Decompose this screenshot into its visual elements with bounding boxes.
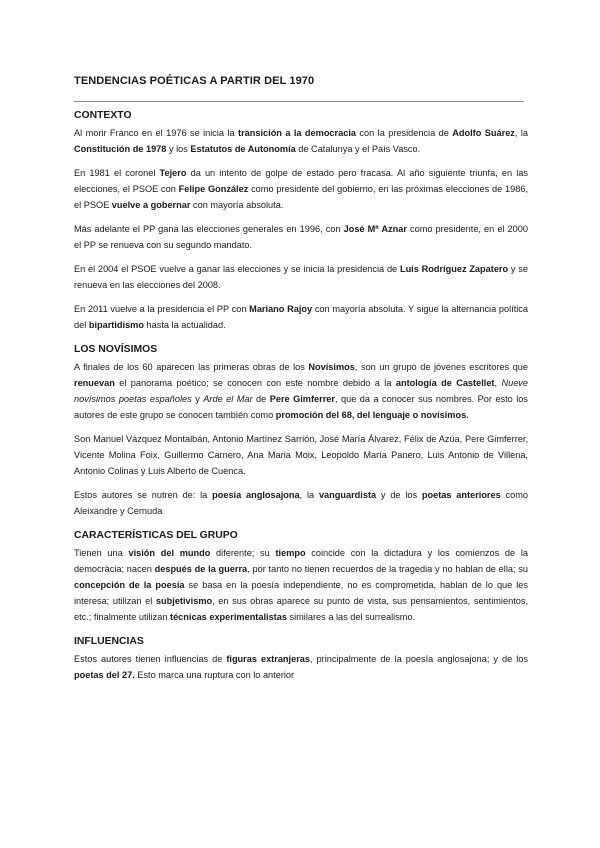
- text-run: con mayoría absoluta. Y sigue la alternancia política del: [74, 304, 528, 330]
- text-run: da un intento de golpe de estado pero fracasa. Al año siguiente triunfa, en las elecciones, el PSOE con: [74, 168, 528, 194]
- text-run: , principalmente de la poesía anglosajona; y de los: [310, 654, 528, 664]
- text-run: con la presidencia de: [356, 128, 453, 138]
- section-heading: INFLUENCIAS: [74, 636, 144, 647]
- text-run: similares a las del surrealismo.: [286, 612, 416, 622]
- section-influencias: [74, 633, 528, 683]
- text-run: , por tanto no tienen recuerdos de la tragedia y no hablan de ella; su: [247, 564, 529, 574]
- bold-text: Constitución de 1978: [74, 144, 167, 154]
- bold-text: vuelve a gobernar: [111, 200, 191, 210]
- bold-text: técnicas experimentalistas: [170, 612, 287, 622]
- text-run: el panorama poético; se conocen con este nombre debido a la: [114, 378, 396, 388]
- bold-text: concepción de la poesía: [74, 580, 185, 590]
- bold-text: poesía anglosajona: [212, 490, 300, 500]
- bold-text: Tejero: [159, 168, 187, 178]
- text-run: hasta la actualidad.: [143, 320, 226, 330]
- text-run: como presidente del gobierno, en las próximas elecciones de 1986, el PSOE: [74, 184, 528, 210]
- section-heading: CONTEXTO: [74, 110, 132, 121]
- bold-text: Adolfo Suárez: [452, 128, 515, 138]
- bold-text: poetas anteriores: [421, 490, 501, 500]
- text-run: ,: [494, 378, 502, 388]
- italic-text: Nueve novísimos poetas españoles: [74, 378, 529, 404]
- text-run: y: [191, 394, 204, 404]
- section-heading: LOS NOVÍSIMOS: [74, 344, 158, 355]
- text-run: A finales de los 60 aparecen las primeras obras de los: [74, 362, 309, 372]
- bold-text: tiempo: [275, 548, 306, 558]
- text-run: como Aleixandre y Cernuda: [74, 490, 529, 516]
- text-run: se basa en la poesía independiente, no es comprometida, hablan de lo que les interesa; utilizan el: [74, 580, 529, 606]
- text-run: Esto marca una ruptura con lo anterior: [134, 670, 295, 680]
- paragraph: [74, 165, 528, 213]
- bold-text: Felipe González: [178, 184, 249, 194]
- bold-text: figuras extranjeras: [226, 654, 310, 664]
- text-run: como presidente, en el 2000 el PP se renueva con su segundo mandato.: [74, 224, 528, 250]
- bold-text: promoción del 68, del lenguaje o novísimos.: [275, 410, 469, 420]
- bold-text: Novísimos: [308, 362, 355, 372]
- text-run: de Catalunya y el País Vasco.: [295, 144, 421, 154]
- bold-text: vanguardista: [318, 490, 377, 500]
- text-run: con mayoría absoluta.: [190, 200, 284, 210]
- paragraph: [74, 359, 528, 423]
- text-run: Estos autores se nutren de: la: [74, 490, 213, 500]
- bold-text: José Mª Aznar: [343, 224, 407, 234]
- bold-text: renuevan: [74, 378, 115, 388]
- bold-text: antología de Castellet: [395, 378, 495, 388]
- paragraph: [74, 431, 528, 479]
- text-run: , en sus obras aparece su punto de vista, sus pensamientos, sentimientos, etc.; finalmente utilizan: [74, 596, 528, 622]
- title-divider: [74, 101, 524, 102]
- bold-text: poetas del 27.: [74, 670, 135, 680]
- section-heading: CARACTERÍSTICAS DEL GRUPO: [74, 530, 238, 541]
- text-run: , la: [299, 490, 319, 500]
- bold-text: transición a la democracia: [238, 128, 357, 138]
- paragraph: [74, 651, 528, 683]
- text-run: Al morir Franco en el 1976 se inicia la: [74, 128, 239, 138]
- paragraph: [74, 125, 528, 157]
- section-los-novísimos: [74, 341, 528, 519]
- document-title: TENDENCIAS POÉTICAS A PARTIR DEL 1970: [74, 75, 315, 87]
- text-run: coincide con la dictadura y los comienzos de la democràcia; nacen: [74, 548, 529, 574]
- text-run: En 2011 vuelve a la presidencia el PP con: [74, 304, 250, 314]
- section-características-del-grupo: [74, 527, 528, 625]
- section-contexto: [74, 107, 528, 333]
- paragraph: [74, 301, 528, 333]
- text-run: En el 2004 el PSOE vuelve a ganar las elecciones y se inicia la presidencia de: [74, 264, 400, 274]
- text-run: y se renueva en las elecciones del 2008.: [74, 264, 528, 290]
- text-run: y de los: [376, 490, 422, 500]
- bold-text: bipartidismo: [88, 320, 144, 330]
- paragraph: [74, 221, 528, 253]
- text-run: , que da a conocer sus nombres. Por esto los autores de este grupo se conocen también como: [74, 394, 528, 420]
- text-run: diferente; su: [210, 548, 276, 558]
- bold-text: Luis Rodríguez Zapatero: [399, 264, 509, 274]
- document-body: [74, 107, 528, 691]
- text-run: Son Manuel Vázquez Montalbán, Antonio Martínez Sarrión, José María Álvarez, Félix de Azúa, Pere Gimferrer, Vicente Molina Foix, Guillermo Carnero, Ana Maria Moix, Leopoldo María Panero, Luis Antonio de Villena, Antonio Colinas y Luis Alberto de Cuenca.: [74, 434, 528, 476]
- bold-text: subjetivismo: [155, 596, 213, 606]
- paragraph: [74, 261, 528, 293]
- bold-text: Estatutos de Autonomía: [190, 144, 296, 154]
- bold-text: visión del mundo: [128, 548, 211, 558]
- text-run: y los: [166, 144, 191, 154]
- text-run: Tienen una: [74, 548, 129, 558]
- text-run: , son un grupo de jóvenes escritores que: [354, 362, 528, 372]
- text-run: Estos autores tienen influencias de: [74, 654, 227, 664]
- text-run: , la: [514, 128, 529, 138]
- text-run: de: [252, 394, 270, 404]
- text-run: Más adelante el PP gana las elecciones generales en 1996, con: [74, 224, 344, 234]
- paragraph: [74, 545, 528, 625]
- bold-text: Pere Gimferrer: [269, 394, 335, 404]
- italic-text: Arde el Mar: [203, 394, 253, 404]
- bold-text: después de la guerra: [154, 564, 248, 574]
- paragraph: [74, 487, 528, 519]
- text-run: En 1981 el coronel: [74, 168, 160, 178]
- bold-text: Mariano Rajoy: [249, 304, 313, 314]
